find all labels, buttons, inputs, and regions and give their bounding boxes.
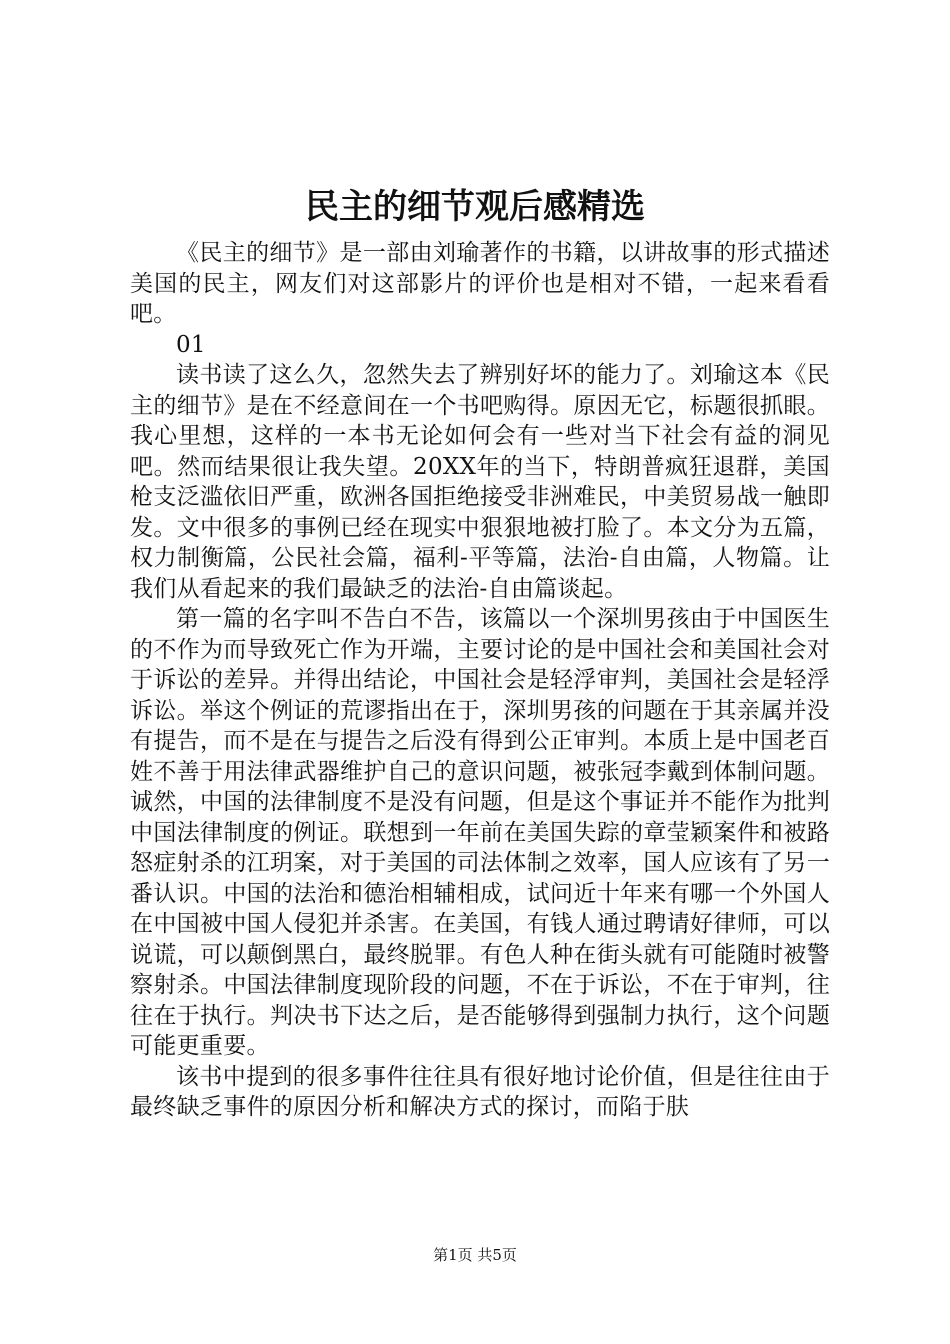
document-body: [130, 238, 830, 1123]
document-title: 民主的细节观后感精选: [305, 187, 645, 227]
body-paragraph: 读书读了这么久，忽然失去了辨别好坏的能力了。刘瑜这本《民主的细节》是在不经意间在一个书吧购得。原因无它，标题很抓眼。我心里想，这样的一本书无论如何会有一些对当下社会有益的洞见吧。然而结果很让我失望。20XX年的当下，特朗普疯狂退群，美国枪支泛滥依旧严重，欧洲各国拒绝接受非洲难民，中美贸易战一触即发。文中很多的事例已经在现实中狠狠地被打脸了。本文分为五篇，权力制衡篇，公民社会篇，福利-平等篇，法治-自由篇，人物篇。让我们从看起来的我们最缺乏的法治-自由篇谈起。: [130, 362, 830, 602]
page-footer: 第1页 共5页: [433, 1246, 517, 1264]
body-paragraph: 第一篇的名字叫不告白不告，该篇以一个深圳男孩由于中国医生的不作为而导致死亡作为开端，主要讨论的是中国社会和美国社会对于诉讼的差异。并得出结论，中国社会是轻浮审判，美国社会是轻浮诉讼。举这个例证的荒谬指出在于，深圳男孩的问题在于其亲属并没有提告，而不是在与提告之后没有得到公正审判。本质上是中国老百姓不善于用法律武器维护自己的意识问题，被张冠李戴到体制问题。诚然，中国的法律制度不是没有问题，但是这个事证并不能作为批判中国法律制度的例证。联想到一年前在美国失踪的章莹颖案件和被路怒症射杀的江玥案，对于美国的司法体制之效率，国人应该有了另一番认识。中国的法治和德治相辅相成，试问近十年来有哪一个外国人在中国被中国人侵犯并杀害。在美国，有钱人通过聘请好律师，可以说谎，可以颠倒黑白，最终脱罪。有色人种在街头就有可能随时被警察射杀。中国法律制度现阶段的问题，不在于诉讼，不在于审判，往往在于执行。判决书下达之后，是否能够得到强制力执行，这个问题可能更重要。: [130, 606, 830, 1059]
body-paragraph: 该书中提到的很多事件往往具有很好地讨论价值，但是往往由于最终缺乏事件的原因分析和解决方式的探讨，而陷于肤: [130, 1063, 830, 1120]
section-number: 01: [176, 331, 206, 358]
intro-paragraph: 《民主的细节》是一部由刘瑜著作的书籍，以讲故事的形式描述美国的民主，网友们对这部影片的评价也是相对不错，一起来看看吧。: [130, 240, 830, 327]
